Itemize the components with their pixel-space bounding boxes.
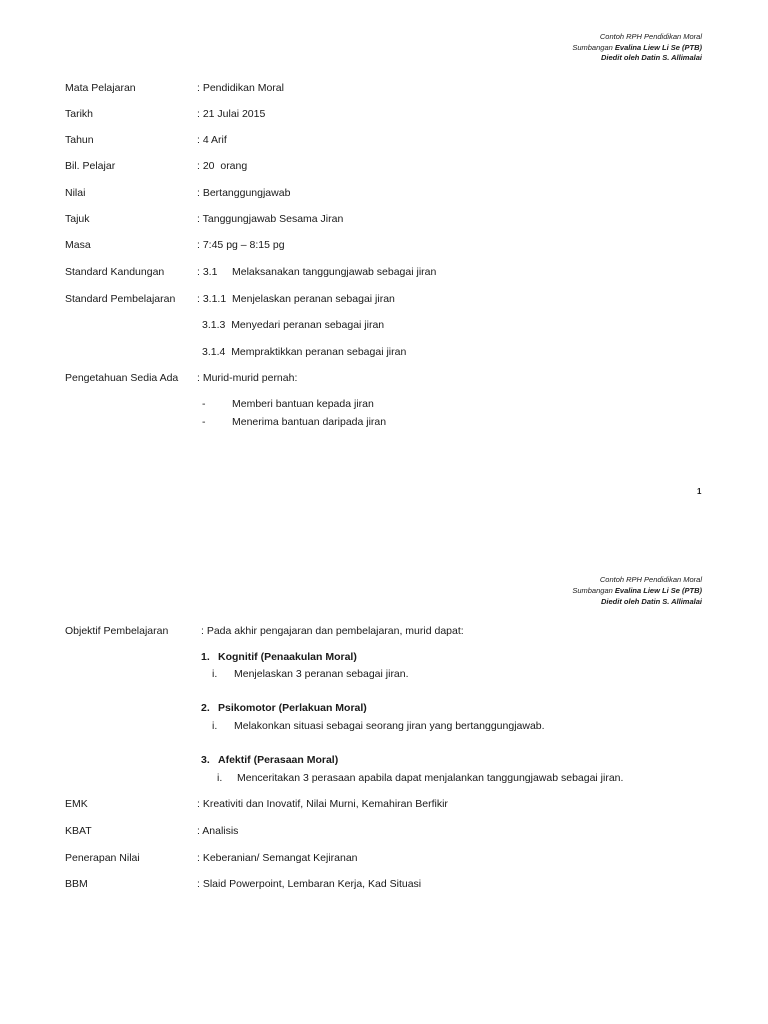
objective-title: Kognitif (Penaakulan Moral) [218,651,357,663]
header-title: Contoh RPH Pendidikan Moral [599,575,702,584]
row-label: Pengetahuan Sedia Ada [65,372,179,384]
row-label: Tahun [65,134,94,146]
objective-sub-text: Melakonkan situasi sebagai seorang jiran yang bertanggungjawab. [234,720,545,732]
header-editor: Diedit oleh Datin S. Allimalai [601,53,702,62]
row-value: : Slaid Powerpoint, Lembaran Kerja, Kad Situasi [197,878,422,890]
row-label: Tarikh [65,108,94,120]
row-label: Tajuk [65,213,90,225]
row-label: Masa [65,239,91,251]
header-editor: Diedit oleh Datin S. Allimalai [601,597,702,606]
row-label: EMK [65,798,88,810]
row-value: : 7:45 pg – 8:15 pg [197,239,285,251]
row-value: 3.1.4 Mempraktikkan peranan sebagai jiran [202,346,407,358]
row-value: : Bertanggungjawab [197,187,291,199]
row-value: : 3.1.1 Menjelaskan peranan sebagai jiran [197,293,395,305]
row-value: 3.1.3 Menyedari peranan sebagai jiran [202,319,385,331]
row-value: : Pendidikan Moral [197,82,284,94]
bullet-text: Memberi bantuan kepada jiran [232,398,374,410]
objective-label: Objektif Pembelajaran [65,625,169,637]
row-value: : Kreativiti dan Inovatif, Nilai Murni, Kemahiran Berfikir [197,798,448,810]
objective-sub-text: Menjelaskan 3 peranan sebagai jiran. [234,668,409,680]
bullet-marker: - [202,416,206,428]
objective-sub-num: i. [212,720,218,732]
row-value: : Murid-murid pernah: [197,372,298,384]
header-title: Contoh RPH Pendidikan Moral [599,32,702,41]
row-value: : 20 orang [197,160,248,172]
header-contributor-name: Evalina Liew Li Se (PTB) [614,43,702,52]
header-contributor-name: Evalina Liew Li Se (PTB) [614,586,702,595]
objective-sub-num: i. [217,772,223,784]
row-value: : 4 Arif [197,134,227,146]
bullet-marker: - [202,398,206,410]
row-label: Standard Pembelajaran [65,293,176,305]
row-value: : Keberanian/ Semangat Kejiranan [197,852,358,864]
objective-title: Afektif (Perasaan Moral) [218,754,339,766]
row-label: Mata Pelajaran [65,82,136,94]
page-number: 1 [697,487,702,496]
row-label: BBM [65,878,88,890]
row-label: KBAT [65,825,92,837]
objective-sub-text: Menceritakan 3 perasaan apabila dapat menjalankan tanggungjawab sebagai jiran. [237,772,624,784]
header-contributor [572,586,702,596]
objective-sub-num: i. [212,668,218,680]
objective-num: 1. [201,651,210,663]
row-label: Penerapan Nilai [65,852,140,864]
bullet-text: Menerima bantuan daripada jiran [232,416,387,428]
row-label: Nilai [65,187,86,199]
objective-intro: : Pada akhir pengajaran dan pembelajaran, murid dapat: [201,625,464,637]
objective-title: Psikomotor (Perlakuan Moral) [218,702,367,714]
row-value: : 21 Julai 2015 [197,108,266,120]
header-contributor-prefix: Sumbangan [572,43,615,52]
objective-num: 3. [201,754,210,766]
row-value: : Tanggungjawab Sesama Jiran [197,213,344,225]
row-label: Standard Kandungan [65,266,165,278]
header-contributor [572,43,702,53]
row-value: : 3.1 Melaksanakan tanggungjawab sebagai jiran [197,266,437,278]
row-label: Bil. Pelajar [65,160,116,172]
row-value: : Analisis [197,825,239,837]
objective-num: 2. [201,702,210,714]
header-contributor-prefix: Sumbangan [572,586,615,595]
